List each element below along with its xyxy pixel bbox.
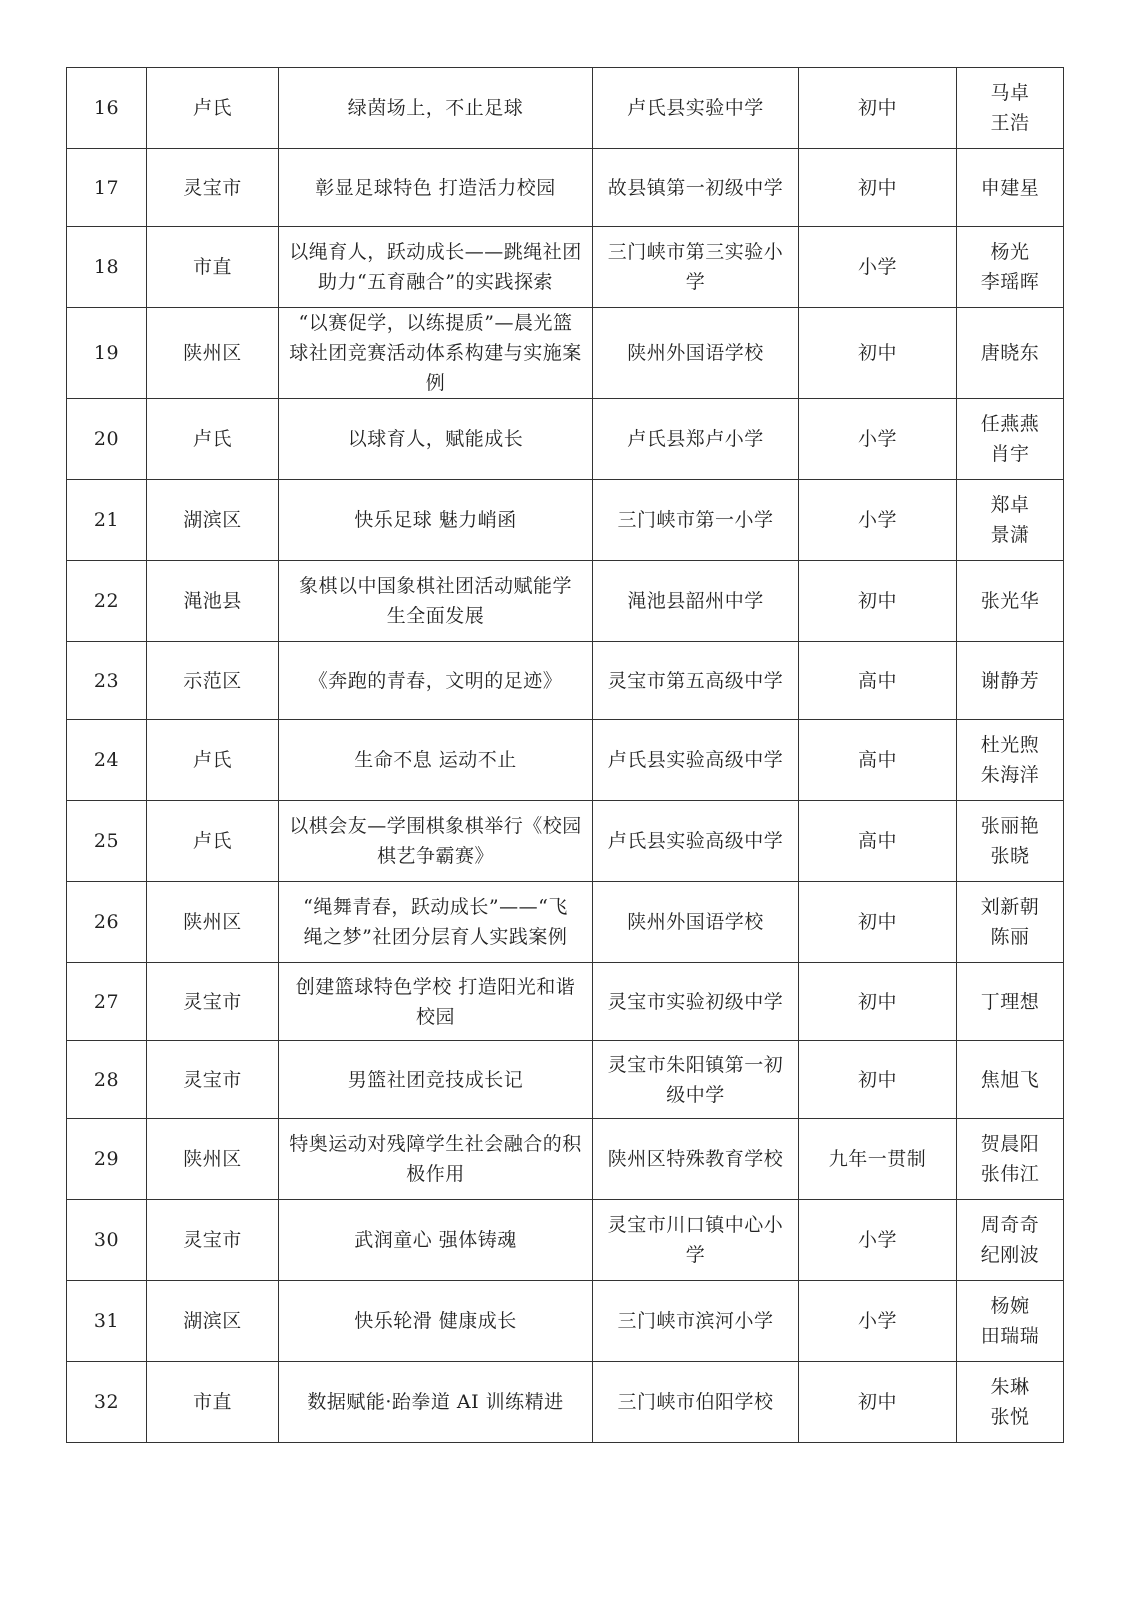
cell-text: 市直	[192, 256, 232, 278]
cell-school	[593, 1119, 799, 1200]
cell-number	[67, 882, 147, 963]
cell-text: 26	[93, 911, 120, 933]
cell-text: 球社团竞赛活动体系构建与实施案	[289, 342, 582, 364]
cell-text: 三门峡市伯阳学校	[617, 1391, 774, 1413]
cell-case-title	[279, 227, 593, 308]
cell-text: 棋艺争霸赛》	[376, 845, 494, 867]
cell-text: 初中	[857, 342, 897, 364]
cell-school	[593, 149, 799, 227]
cell-text: 25	[93, 830, 120, 852]
cell-persons	[957, 1119, 1064, 1200]
cell-text: 谢静芳	[980, 669, 1040, 692]
cell-text: 湖滨区	[183, 1310, 242, 1332]
cell-persons	[957, 68, 1064, 149]
cell-number	[67, 1281, 147, 1362]
cell-text: 卢氏	[192, 428, 232, 450]
cell-text: 周奇奇	[980, 1214, 1040, 1236]
cell-text: 小学	[857, 428, 897, 450]
cell-text: 卢氏县郑卢小学	[627, 428, 764, 450]
cell-text: 灵宝市	[183, 990, 242, 1013]
cell-text: 32	[93, 1391, 120, 1413]
cell-persons	[957, 720, 1064, 801]
table-row	[67, 882, 1064, 963]
cell-text: 灵宝市	[183, 1229, 242, 1251]
cell-text: 田瑞瑞	[980, 1325, 1040, 1347]
cell-text: 助力“五育融合”的实践探索	[318, 271, 553, 293]
cell-text: 景潇	[990, 524, 1030, 546]
cell-region	[147, 561, 279, 642]
cell-school-level	[799, 720, 957, 801]
cell-region	[147, 68, 279, 149]
table-row	[67, 561, 1064, 642]
cell-text: 21	[93, 509, 120, 531]
cell-school-level	[799, 68, 957, 149]
table-row	[67, 1362, 1064, 1443]
cell-persons	[957, 642, 1064, 720]
cell-persons	[957, 227, 1064, 308]
cell-text: 19	[93, 342, 120, 364]
cell-text: 以棋会友—学围棋象棋举行《校园	[289, 815, 582, 837]
cell-region	[147, 963, 279, 1041]
cell-school-level	[799, 1200, 957, 1281]
cell-region	[147, 308, 279, 399]
cell-school-level	[799, 1281, 957, 1362]
cell-text: 任燕燕	[980, 413, 1040, 435]
cell-text: “绳舞青春，跃动成长”——“飞	[303, 896, 568, 918]
cell-text: 灵宝市	[183, 176, 242, 199]
cell-case-title	[279, 1281, 593, 1362]
case-table-body	[67, 68, 1064, 1443]
cell-text: 高中	[857, 749, 897, 771]
table-row	[67, 1281, 1064, 1362]
cell-text: 肖宇	[990, 443, 1030, 465]
cell-text: 朱琳	[990, 1376, 1030, 1398]
cell-school	[593, 963, 799, 1041]
cell-case-title	[279, 1119, 593, 1200]
cell-case-title	[279, 720, 593, 801]
cell-text: 陕州区	[183, 911, 242, 933]
cell-number	[67, 1041, 147, 1119]
cell-text: 小学	[857, 509, 897, 531]
cell-text: 陕州外国语学校	[627, 911, 764, 933]
cell-region	[147, 801, 279, 882]
cell-school	[593, 480, 799, 561]
cell-school-level	[799, 399, 957, 480]
cell-text: 学	[685, 271, 706, 293]
cell-text: 杨光	[990, 241, 1030, 263]
cell-text: 级中学	[666, 1083, 725, 1106]
table-row	[67, 308, 1064, 399]
cell-text: 20	[93, 428, 120, 450]
cell-number	[67, 963, 147, 1041]
cell-text: 高中	[857, 830, 897, 852]
cell-text: 卢氏	[192, 830, 232, 852]
cell-case-title	[279, 149, 593, 227]
cell-text: 快乐足球 魅力峭函	[354, 509, 517, 531]
cell-persons	[957, 561, 1064, 642]
cell-region	[147, 720, 279, 801]
cell-text: 武润童心 强体铸魂	[354, 1229, 517, 1251]
cell-text: 小学	[857, 1310, 897, 1332]
cell-text: 渑池县韶州中学	[627, 590, 764, 612]
cell-school	[593, 227, 799, 308]
table-row	[67, 801, 1064, 882]
cell-text: 杨婉	[990, 1295, 1030, 1317]
table-row	[67, 963, 1064, 1041]
cell-school	[593, 399, 799, 480]
cell-school-level	[799, 149, 957, 227]
cell-text: 极作用	[406, 1163, 465, 1185]
cell-text: 例	[425, 372, 446, 394]
cell-persons	[957, 882, 1064, 963]
cell-text: 特奥运动对残障学生社会融合的积	[289, 1133, 582, 1155]
cell-school-level	[799, 308, 957, 399]
cell-text: 三门峡市第三实验小	[607, 241, 784, 263]
cell-text: 灵宝市实验初级中学	[607, 990, 784, 1013]
cell-text: 初中	[857, 1068, 897, 1091]
cell-text: 初中	[857, 990, 897, 1013]
cell-case-title	[279, 801, 593, 882]
cell-text: 灵宝市	[183, 1068, 242, 1091]
cell-school	[593, 1281, 799, 1362]
cell-case-title	[279, 561, 593, 642]
cell-text: 卢氏	[192, 97, 232, 119]
cell-text: 张丽艳	[980, 815, 1040, 837]
table-row	[67, 68, 1064, 149]
table-row	[67, 399, 1064, 480]
cell-text: 灵宝市川口镇中心小	[607, 1214, 784, 1236]
cell-region	[147, 149, 279, 227]
cell-text: 三门峡市滨河小学	[617, 1310, 774, 1332]
cell-case-title	[279, 882, 593, 963]
table-row	[67, 1119, 1064, 1200]
cell-text: 卢氏	[192, 749, 232, 771]
cell-text: 数据赋能·跆拳道 AI 训练精进	[307, 1391, 564, 1413]
cell-school-level	[799, 882, 957, 963]
cell-text: 杜光煦	[980, 734, 1040, 756]
table-row	[67, 1200, 1064, 1281]
cell-text: 初中	[857, 97, 897, 119]
cell-text: 卢氏县实验高级中学	[607, 749, 784, 771]
cell-text: 九年一贯制	[828, 1148, 927, 1170]
cell-text: 刘新朝	[980, 896, 1040, 918]
cell-number	[67, 308, 147, 399]
cell-text: 灵宝市第五高级中学	[607, 669, 784, 692]
cell-school-level	[799, 1041, 957, 1119]
table-row	[67, 1041, 1064, 1119]
cell-region	[147, 480, 279, 561]
cell-persons	[957, 308, 1064, 399]
cell-school	[593, 801, 799, 882]
cell-persons	[957, 1362, 1064, 1443]
cell-text: “以赛促学，以练提质”—晨光篮	[298, 312, 573, 334]
cell-text: 快乐轮滑 健康成长	[354, 1310, 517, 1332]
cell-text: 以绳育人，跃动成长——跳绳社团	[289, 241, 582, 263]
cell-text: 校园	[415, 1005, 455, 1028]
cell-school	[593, 642, 799, 720]
table-row	[67, 227, 1064, 308]
cell-case-title	[279, 480, 593, 561]
cell-text: 初中	[857, 1391, 897, 1413]
cell-persons	[957, 801, 1064, 882]
cell-school	[593, 720, 799, 801]
cell-text: 《奔跑的青春，文明的足迹》	[308, 669, 563, 692]
cell-text: 28	[93, 1068, 120, 1091]
cell-text: 陕州区特殊教育学校	[607, 1148, 784, 1170]
cell-persons	[957, 480, 1064, 561]
cell-case-title	[279, 963, 593, 1041]
cell-text: 学	[685, 1244, 706, 1266]
cell-school-level	[799, 561, 957, 642]
cell-text: 朱海洋	[980, 764, 1040, 786]
cell-text: 生命不息 运动不止	[354, 749, 517, 771]
cell-case-title	[279, 642, 593, 720]
cell-text: 16	[93, 97, 120, 119]
cell-text: 马卓	[990, 82, 1030, 104]
cell-number	[67, 720, 147, 801]
cell-text: 初中	[857, 176, 897, 199]
cell-school	[593, 561, 799, 642]
cell-text: 24	[93, 749, 120, 771]
cell-text: 绳之梦”社团分层育人实践案例	[303, 926, 568, 948]
cell-text: 17	[93, 176, 120, 199]
cell-case-title	[279, 308, 593, 399]
cell-text: 张晓	[990, 845, 1030, 867]
cell-text: 纪刚波	[980, 1244, 1040, 1266]
cell-text: 陕州区	[183, 1148, 242, 1170]
table-row	[67, 720, 1064, 801]
cell-text: 卢氏县实验高级中学	[607, 830, 784, 852]
cell-region	[147, 1041, 279, 1119]
cell-school-level	[799, 801, 957, 882]
table-row	[67, 642, 1064, 720]
cell-text: 渑池县	[183, 590, 242, 612]
cell-text: 绿茵场上，不止足球	[347, 97, 524, 119]
cell-number	[67, 1119, 147, 1200]
cell-school-level	[799, 480, 957, 561]
cell-case-title	[279, 1362, 593, 1443]
cell-text: 18	[93, 256, 120, 278]
cell-number	[67, 399, 147, 480]
cell-text: 故县镇第一初级中学	[607, 176, 784, 199]
cell-text: 卢氏县实验中学	[627, 97, 764, 119]
cell-school	[593, 882, 799, 963]
cell-text: 23	[93, 669, 120, 692]
cell-school-level	[799, 1119, 957, 1200]
cell-text: 象棋以中国象棋社团活动赋能学	[298, 575, 572, 597]
cell-persons	[957, 1041, 1064, 1119]
cell-school-level	[799, 963, 957, 1041]
cell-text: 创建篮球特色学校 打造阳光和谐	[295, 975, 576, 998]
cell-text: 贺晨阳	[980, 1133, 1040, 1155]
cell-number	[67, 642, 147, 720]
cell-text: 小学	[857, 1229, 897, 1251]
cell-persons	[957, 149, 1064, 227]
cell-persons	[957, 1281, 1064, 1362]
cell-region	[147, 1200, 279, 1281]
cell-text: 李瑶晖	[980, 271, 1040, 293]
case-table	[66, 67, 1064, 1443]
cell-text: 丁理想	[980, 990, 1040, 1013]
cell-school	[593, 1362, 799, 1443]
cell-case-title	[279, 399, 593, 480]
cell-school	[593, 1200, 799, 1281]
cell-text: 以球育人，赋能成长	[347, 428, 524, 450]
cell-text: 市直	[192, 1391, 232, 1413]
cell-text: 张光华	[980, 590, 1040, 612]
cell-region	[147, 642, 279, 720]
cell-text: 湖滨区	[183, 509, 242, 531]
cell-text: 灵宝市朱阳镇第一初	[607, 1053, 784, 1076]
cell-case-title	[279, 1200, 593, 1281]
cell-number	[67, 227, 147, 308]
cell-persons	[957, 399, 1064, 480]
cell-region	[147, 1281, 279, 1362]
cell-text: 申建星	[980, 176, 1040, 199]
table-row	[67, 149, 1064, 227]
cell-region	[147, 399, 279, 480]
cell-text: 小学	[857, 256, 897, 278]
cell-text: 郑卓	[990, 494, 1030, 516]
cell-text: 31	[93, 1310, 120, 1332]
table-row	[67, 480, 1064, 561]
cell-region	[147, 227, 279, 308]
cell-number	[67, 561, 147, 642]
cell-text: 29	[93, 1148, 120, 1170]
cell-text: 王浩	[990, 112, 1030, 134]
cell-text: 陈丽	[990, 926, 1030, 948]
cell-case-title	[279, 1041, 593, 1119]
cell-region	[147, 1362, 279, 1443]
cell-region	[147, 882, 279, 963]
cell-text: 张悦	[990, 1406, 1030, 1428]
cell-region	[147, 1119, 279, 1200]
cell-text: 彰显足球特色 打造活力校园	[315, 176, 556, 199]
cell-number	[67, 149, 147, 227]
cell-text: 唐晓东	[980, 342, 1040, 364]
cell-text: 30	[93, 1229, 120, 1251]
cell-text: 陕州区	[183, 342, 242, 364]
cell-number	[67, 1362, 147, 1443]
cell-text: 示范区	[183, 669, 242, 692]
cell-school-level	[799, 642, 957, 720]
cell-text: 男篮社团竞技成长记	[347, 1068, 524, 1091]
cell-text: 张伟江	[980, 1163, 1040, 1185]
cell-text: 22	[93, 590, 120, 612]
cell-text: 初中	[857, 590, 897, 612]
cell-text: 初中	[857, 911, 897, 933]
cell-number	[67, 801, 147, 882]
cell-number	[67, 480, 147, 561]
cell-text: 高中	[857, 669, 897, 692]
cell-school	[593, 308, 799, 399]
cell-school	[593, 1041, 799, 1119]
cell-persons	[957, 963, 1064, 1041]
cell-school-level	[799, 227, 957, 308]
cell-number	[67, 1200, 147, 1281]
cell-number	[67, 68, 147, 149]
cell-persons	[957, 1200, 1064, 1281]
cell-text: 生全面发展	[386, 605, 485, 627]
cell-text: 27	[93, 990, 120, 1013]
cell-school	[593, 68, 799, 149]
cell-text: 三门峡市第一小学	[617, 509, 774, 531]
cell-school-level	[799, 1362, 957, 1443]
cell-text: 焦旭飞	[980, 1068, 1040, 1091]
cell-text: 陕州外国语学校	[627, 342, 764, 364]
cell-case-title	[279, 68, 593, 149]
